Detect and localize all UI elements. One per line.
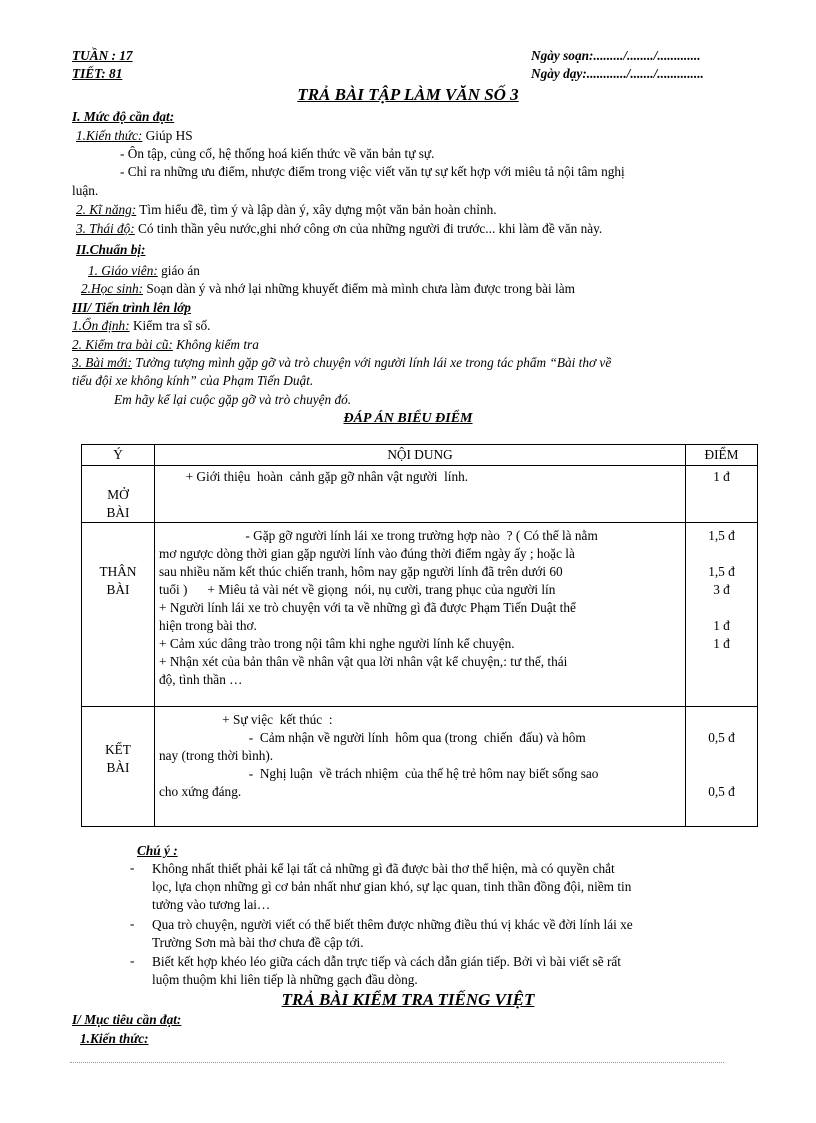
- points-line: [686, 747, 757, 765]
- newlesson-text-3: Em hãy kể lại cuộc gặp gỡ và trò chuyện đó.: [114, 392, 352, 407]
- grading-table: [81, 444, 758, 827]
- note-line: Trường Sơn mà bài thơ chưa đề cập tới.: [152, 935, 364, 950]
- note-line: lọc, lựa chọn những gì cơ bản nhất như gian khó, sự lạc quan, tinh thần đồng đội, niềm tin: [152, 879, 632, 894]
- points-line: 0,5 đ: [708, 784, 735, 799]
- table-row: [82, 707, 758, 827]
- stabilize-line: [72, 318, 211, 334]
- content-line: cho xứng đáng.: [159, 784, 242, 799]
- content-line: + Giới thiệu hoàn cảnh gặp gỡ nhân vật người lính.: [159, 469, 469, 484]
- newlesson-text-1: Tưởng tượng mình gặp gỡ và trò chuyện với người lính lái xe trong tác phẩm “Bài thơ về: [131, 355, 612, 370]
- row-label-body: [82, 523, 155, 707]
- table-row: [82, 523, 758, 707]
- row-label-line: THÂN: [99, 564, 137, 579]
- attitude-label: 3. Thái độ:: [76, 221, 135, 236]
- part2-knowledge: 1.Kiến thức:: [80, 1031, 149, 1046]
- newlesson-line: [72, 355, 611, 371]
- teach-date: Ngày dạy:............/......./..............: [531, 66, 704, 81]
- row-content-body: [155, 523, 686, 707]
- knowledge-line: [76, 128, 193, 144]
- row-label-line: BÀI: [106, 505, 130, 520]
- row-points-body: [686, 523, 758, 707]
- note-item-3: [152, 953, 621, 989]
- answer-heading: ĐÁP ÁN BIỂU ĐIỂM: [343, 411, 473, 426]
- oldlesson-line: [72, 337, 259, 353]
- part2-heading: I/ Mục tiêu cần đạt:: [72, 1012, 182, 1027]
- content-line: hiện trong bài thơ.: [159, 618, 257, 633]
- teacher-text: giáo án: [157, 263, 200, 278]
- skill-line: [76, 202, 497, 218]
- content-line: + Sự việc kết thúc :: [159, 712, 333, 727]
- knowledge-label: 1.Kiến thức:: [76, 128, 143, 143]
- section-title-2: TRẢ BÀI KIỂM TRA TIẾNG VIỆT: [281, 990, 535, 1009]
- points-line: 3 đ: [713, 582, 730, 597]
- teacher-label: 1. Giáo viên:: [88, 263, 158, 278]
- stabilize-text: Kiểm tra sĩ số.: [129, 318, 211, 333]
- teacher-line: [88, 263, 200, 279]
- note-line: luộm thuộm khi liên tiếp là những gạch đầu dòng.: [152, 972, 418, 987]
- week-label: TUẦN : 17: [72, 48, 133, 63]
- note-item-1: [152, 860, 631, 914]
- points-line: [686, 599, 757, 617]
- bullet-dash: -: [130, 953, 135, 968]
- lesson-label: TIẾT: 81: [72, 66, 123, 81]
- prep-date: Ngày soạn:........./......../.............: [531, 48, 701, 63]
- attitude-text: Có tinh thần yêu nước,ghi nhớ công ơn của những người đi trước... khi làm đề văn này.: [134, 221, 603, 236]
- note-heading: Chú ý :: [137, 843, 178, 858]
- newlesson-label: 3. Bài mới:: [72, 355, 132, 370]
- content-line: sau nhiều năm kết thúc chiến tranh, hôm nay gặp người lính đã trên dưới 60: [159, 564, 563, 579]
- points-line: 1,5 đ: [708, 564, 735, 579]
- page-title: TRẢ BÀI TẬP LÀM VĂN SỐ 3: [297, 85, 519, 104]
- note-line: Không nhất thiết phải kể lại tất cả những gì đã được bài thơ thể hiện, mà có quyền chắt: [152, 861, 615, 876]
- content-line: + Cảm xúc dâng trào trong nội tâm khi nghe người lính kể chuyện.: [159, 636, 515, 651]
- table-row: [82, 466, 758, 523]
- bullet-dash: -: [130, 860, 135, 875]
- row-points-conclusion: [686, 707, 758, 827]
- student-label: 2.Học sinh:: [81, 281, 144, 296]
- stabilize-label: 1.Ổn định:: [72, 318, 130, 333]
- page-divider: [70, 1062, 724, 1063]
- row-label-intro: [82, 466, 155, 523]
- knowledge-item-2: - Chỉ ra những ưu điểm, nhược điểm trong việc viết văn tự sự kết hợp với miêu tả nội tâm nghị: [120, 164, 625, 179]
- col-header-content: NỘI DUNG: [155, 445, 686, 466]
- col-header-y: Ý: [82, 445, 155, 466]
- skill-text: Tìm hiểu đề, tìm ý và lập dàn ý, xây dựng một văn bản hoàn chỉnh.: [136, 202, 497, 217]
- col-header-points: ĐIỂM: [686, 445, 758, 466]
- content-line: mơ ngược dòng thời gian gặp người lính vào đúng thời điểm ngày ấy ; hoặc là: [159, 546, 575, 561]
- content-line: + Người lính lái xe trò chuyện với ta về những gì đã được Phạm Tiến Duật thể: [159, 600, 576, 615]
- points-line: 1 đ: [713, 469, 730, 484]
- table-header-row: [82, 445, 758, 466]
- attitude-line: [76, 221, 602, 237]
- row-label-line: BÀI: [106, 582, 130, 597]
- row-content-conclusion: [155, 707, 686, 827]
- student-line: [81, 281, 575, 297]
- note-line: tưởng vào tương lai…: [152, 897, 271, 912]
- points-line: [686, 765, 757, 783]
- content-line: - Nghị luận về trách nhiệm của thế hệ trẻ hôm nay biết sống sao: [159, 766, 599, 781]
- points-line: 1,5 đ: [708, 528, 735, 543]
- note-line: Biết kết hợp khéo léo giữa cách dẫn trực tiếp và cách dẫn gián tiếp. Bởi vì bài viết sẽ rất: [152, 954, 621, 969]
- row-label-line: KẾT: [105, 742, 131, 757]
- oldlesson-label: 2. Kiểm tra bài cũ:: [72, 337, 173, 352]
- content-line: - Cảm nhận về người lính hôm qua (trong chiến đấu) và hôm: [159, 730, 586, 745]
- section1-heading: I. Mức độ cần đạt:: [72, 109, 175, 124]
- points-line: 0,5 đ: [708, 730, 735, 745]
- row-label-line: MỞ: [107, 487, 129, 502]
- student-text: Soạn dàn ý và nhớ lại những khuyết điểm mà mình chưa làm được trong bài làm: [143, 281, 575, 296]
- row-label-line: BÀI: [106, 760, 130, 775]
- section3-heading: III/ Tiến trình lên lớp: [72, 300, 191, 315]
- content-line: tuổi ) + Miêu tả vài nét về giọng nói, nụ cười, trang phục của người lín: [159, 582, 556, 597]
- row-label-conclusion: [82, 707, 155, 827]
- newlesson-text-2: tiểu đội xe không kính” của Phạm Tiến Duật.: [72, 373, 314, 388]
- knowledge-text: Giúp HS: [142, 128, 193, 143]
- content-line: + Nhận xét của bản thân về nhân vật qua lời nhân vật kể chuyện,: tư thế, thái: [159, 654, 568, 669]
- knowledge-item-1: - Ôn tập, củng cố, hệ thống hoá kiến thức về văn bản tự sự.: [120, 146, 435, 161]
- row-content-intro: [155, 466, 686, 523]
- points-line: 1 đ: [713, 618, 730, 633]
- section2-heading: II.Chuẩn bị:: [76, 242, 146, 257]
- skill-label: 2. Kĩ năng:: [76, 202, 137, 217]
- bullet-dash: -: [130, 916, 135, 931]
- oldlesson-text: Không kiểm tra: [172, 337, 259, 352]
- note-item-2: [152, 916, 633, 952]
- content-line: - Gặp gỡ người lính lái xe trong trường hợp nào ? ( Có thể là nằm: [159, 528, 598, 543]
- content-line: nay (trong thời bình).: [159, 748, 274, 763]
- points-line: 1 đ: [713, 636, 730, 651]
- note-line: Qua trò chuyện, người viết có thể biết thêm được những điều thú vị khác về đời lính lái xe: [152, 917, 633, 932]
- content-line: độ, tình thần …: [159, 672, 243, 687]
- points-line: [686, 545, 757, 563]
- row-points-intro: [686, 466, 758, 523]
- knowledge-item-2-cont: luận.: [72, 183, 99, 198]
